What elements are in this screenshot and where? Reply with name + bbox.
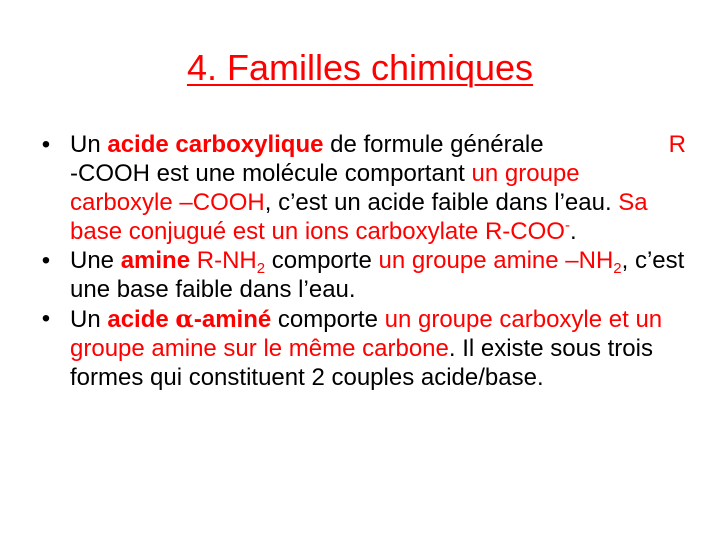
highlight-groupe-amine: un groupe amine –NH: [378, 247, 614, 274]
bullet-marker: •: [41, 131, 51, 158]
text-segment: Une: [70, 247, 121, 274]
text-segment: est une molécule comportant: [150, 160, 472, 187]
bullet-item-amino-acid: [36, 304, 686, 392]
term-amine: amine: [120, 247, 191, 274]
text-segment: comporte: [265, 247, 379, 274]
superscript-charge: -: [564, 217, 570, 234]
highlight-groupes: un groupe carboxyle et un groupe amine sur le même carbone: [70, 306, 663, 362]
text-segment: , c’est une base faible dans l’eau.: [70, 247, 685, 303]
term-acide-carboxylique: acide carboxylique: [107, 131, 324, 158]
text-segment: , c’est un acide faible dans l’eau.: [264, 189, 619, 216]
formula-r: R: [668, 131, 686, 158]
term-amine-suffix: -aminé: [193, 306, 272, 333]
bullet-item-amine: [36, 246, 686, 304]
bullet-text: [70, 306, 662, 391]
formula-cooh: -COOH: [70, 160, 150, 187]
slide-title: 4. Familles chimiques: [186, 47, 534, 88]
highlight-base-conjuguee: Sa base conjugué est un ions carboxylate R-COO: [70, 189, 648, 245]
bullet-marker: •: [41, 305, 51, 332]
bullet-list: [36, 130, 686, 392]
formula-r-nh: R-NH: [190, 247, 257, 274]
alpha-symbol: α: [175, 304, 194, 333]
bullet-text: [70, 131, 686, 245]
bullet-marker: •: [41, 247, 51, 274]
text-segment: .: [569, 218, 577, 245]
text-segment: de formule générale: [323, 131, 544, 158]
subscript-2: 2: [613, 260, 622, 277]
bullet-item-carboxylic-acid: [36, 130, 686, 246]
bullet-text: [70, 247, 684, 303]
text-segment: . Il existe sous trois formes qui constituent 2 couples acide/base.: [70, 335, 653, 391]
term-acide: acide: [107, 306, 176, 333]
text-segment: Un: [70, 131, 108, 158]
text-segment: Un: [70, 306, 108, 333]
subscript-2: 2: [256, 260, 266, 277]
highlight-groupe-carboxyle: un groupe carboxyle –COOH: [70, 160, 580, 216]
text-segment: comporte: [271, 306, 385, 333]
